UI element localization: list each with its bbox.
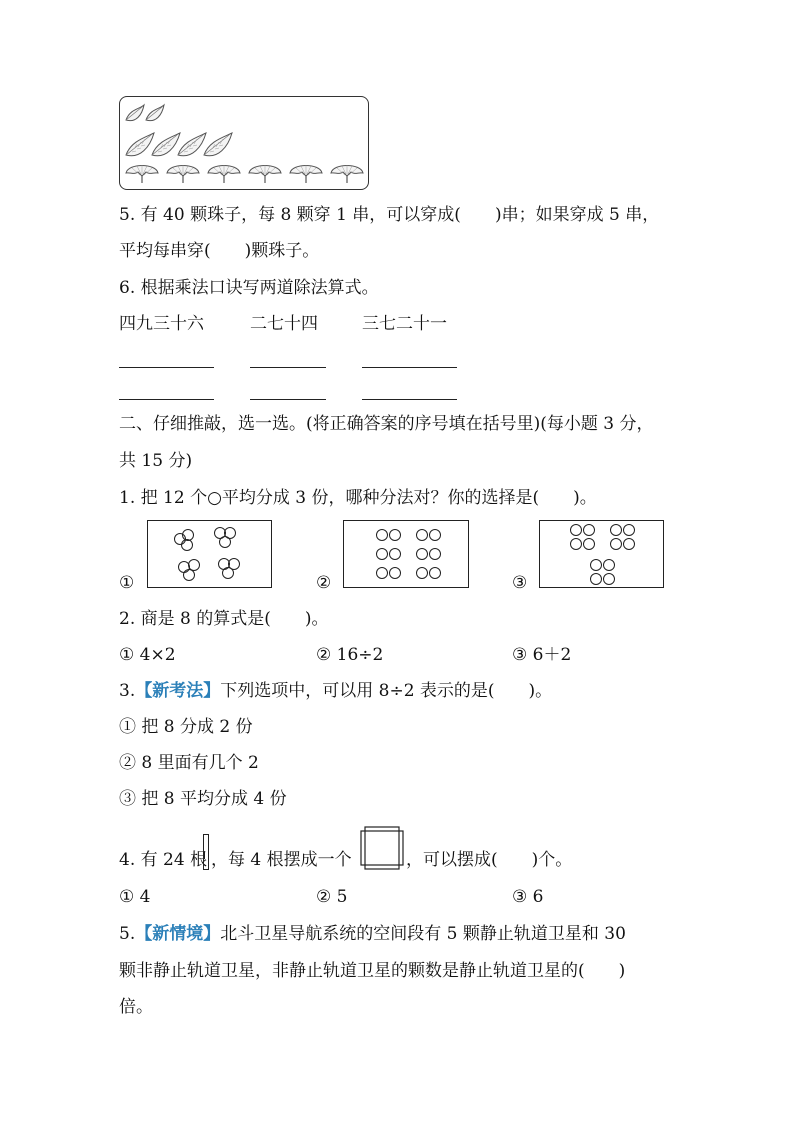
q6-rhyme-1: 四九三十六 [119, 314, 204, 334]
small-leaf [126, 105, 144, 121]
s3-text: 下列选项中，可以用 8÷2 表示的是( )。 [220, 681, 553, 701]
ginkgo-leaf [290, 165, 322, 183]
answer-blank[interactable] [119, 398, 214, 400]
s4-part1: 4. 有 24 根 [119, 850, 208, 870]
s5-line1 [119, 924, 626, 944]
answer-blank[interactable] [362, 366, 457, 368]
s4-part2: ，每 4 根摆成一个 [211, 850, 352, 870]
s1-option-2-label: ② [316, 573, 332, 593]
s2-text: 2. 商是 8 的算式是( )。 [119, 609, 329, 629]
q5-line1: 5. 有 40 颗珠子，每 8 颗穿 1 串，可以穿成( )串；如果穿成 5 串， [119, 205, 660, 225]
s1-option-1-label: ① [119, 573, 135, 593]
section2-heading-line1: 二、仔细推敲，选一选。(将正确答案的序号填在括号里)(每小题 3 分， [119, 414, 654, 434]
ginkgo-leaf [249, 165, 281, 183]
s5-tag: 【新情境】 [135, 924, 221, 944]
q6-rhyme-2: 二七十四 [250, 314, 318, 334]
ginkgo-leaf [331, 165, 363, 183]
s3-number: 3. [119, 681, 136, 701]
s1-option-2-figure [343, 520, 469, 588]
answer-blank[interactable] [250, 366, 326, 368]
s1-option-1-figure [147, 520, 272, 588]
ginkgo-leaf [126, 165, 158, 183]
s2-option-3: ③ 6＋2 [512, 645, 572, 665]
leaf-illustration [120, 97, 368, 189]
answer-blank[interactable] [362, 398, 457, 400]
s3-question [119, 681, 552, 701]
s3-option-3: ③ 把 8 平均分成 4 份 [119, 789, 287, 809]
ginkgo-leaf [208, 165, 240, 183]
q5-line2: 平均每串穿( )颗珠子。 [119, 241, 320, 261]
s5-line1-text: 北斗卫星导航系统的空间段有 5 颗静止轨道卫星和 30 [220, 924, 626, 944]
q6-text: 6. 根据乘法口诀写两道除法算式。 [119, 278, 379, 298]
s4-part3: ，可以摆成( )个。 [406, 850, 573, 870]
s5-line2: 颗非静止轨道卫星，非静止轨道卫星的颗数是静止轨道卫星的( ) [119, 961, 626, 981]
s4-option-2: ② 5 [316, 887, 348, 907]
q6-rhyme-3: 三七二十一 [362, 314, 447, 334]
section2-heading-line2: 共 15 分) [119, 451, 193, 471]
stick-icon [203, 834, 209, 870]
answer-blank[interactable] [119, 366, 214, 368]
s1-option-3-label: ③ [512, 573, 528, 593]
square-of-sticks-icon [360, 826, 404, 870]
ginkgo-leaf [167, 165, 199, 183]
s3-option-1: ① 把 8 分成 2 份 [119, 717, 253, 737]
s4-option-1: ① 4 [119, 887, 151, 907]
big-leaf [126, 133, 154, 156]
big-leaf [152, 133, 180, 156]
answer-blank[interactable] [250, 398, 326, 400]
s4-option-3: ③ 6 [512, 887, 544, 907]
s3-tag: 【新考法】 [135, 681, 221, 701]
s1-text: 1. 把 12 个○平均分成 3 份，哪种分法对？你的选择是( )。 [119, 488, 597, 508]
s2-option-1: ① 4×2 [119, 645, 176, 665]
leaf-picture-box [119, 96, 369, 190]
s5-number: 5. [119, 924, 136, 944]
big-leaf [204, 133, 232, 156]
big-leaf [178, 133, 206, 156]
small-leaf [146, 105, 164, 121]
s1-option-3-figure [539, 520, 664, 588]
s2-option-2: ② 16÷2 [316, 645, 384, 665]
s3-option-2: ② 8 里面有几个 2 [119, 753, 259, 773]
s5-line3: 倍。 [119, 997, 153, 1017]
